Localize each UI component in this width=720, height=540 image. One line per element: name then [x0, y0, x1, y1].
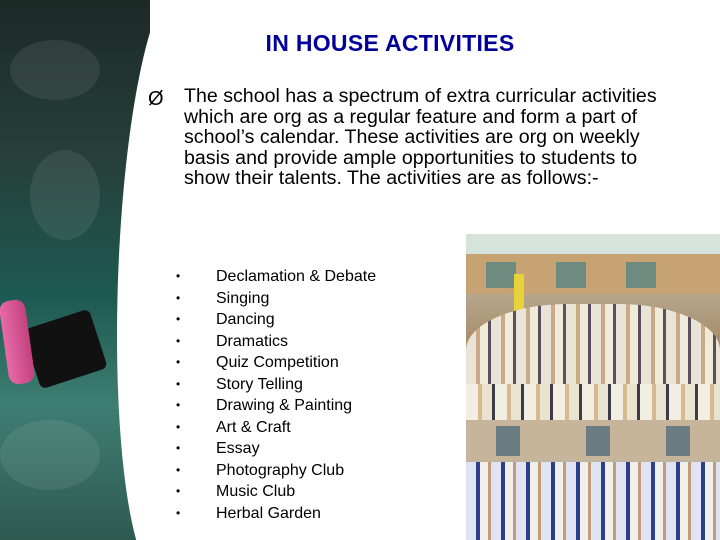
- activity-label: Dancing: [216, 311, 275, 328]
- activity-label: Herbal Garden: [216, 504, 321, 522]
- bullet-icon: •: [176, 290, 181, 305]
- bullet-icon: •: [176, 462, 181, 477]
- activity-label: Art & Craft: [216, 418, 291, 436]
- bullet-icon: •: [176, 312, 181, 326]
- slide-title: IN HOUSE ACTIVITIES: [265, 30, 515, 56]
- activity-label: Quiz Competition: [216, 354, 339, 371]
- students-seated-photo: [466, 420, 720, 540]
- activity-label: Drawing & Painting: [216, 397, 353, 414]
- activity-label: Music Club: [216, 483, 296, 500]
- activity-label: Declamation & Debate: [216, 268, 377, 285]
- activity-label: Essay: [216, 440, 260, 457]
- bullet-icon: •: [176, 269, 181, 283]
- students-assembly-photo: [466, 234, 720, 420]
- intro-text: The school has a spectrum of extra curricular activities which are org as a regular feature and form a part of school’s calendar. These activities are org on weekly basis and provide ample opportunities to students to show their talents. The activities are as follows:-: [184, 85, 657, 190]
- bullet-icon: •: [176, 333, 181, 348]
- arrow-bullet-icon: Ø: [148, 88, 164, 110]
- bullet-icon: •: [176, 398, 181, 412]
- bullet-icon: •: [176, 441, 181, 455]
- bullet-icon: •: [176, 355, 181, 369]
- bullet-icon: •: [176, 376, 181, 391]
- bullet-icon: •: [176, 484, 181, 498]
- activity-label: Singing: [216, 289, 270, 307]
- activity-label: Photography Club: [216, 461, 345, 479]
- chalkboard-decoration: [0, 0, 150, 540]
- bullet-icon: •: [176, 505, 181, 520]
- activity-label: Dramatics: [216, 332, 289, 350]
- bullet-icon: •: [176, 419, 181, 434]
- activity-label: Story Telling: [216, 375, 303, 393]
- black-chalk-image: [22, 309, 108, 390]
